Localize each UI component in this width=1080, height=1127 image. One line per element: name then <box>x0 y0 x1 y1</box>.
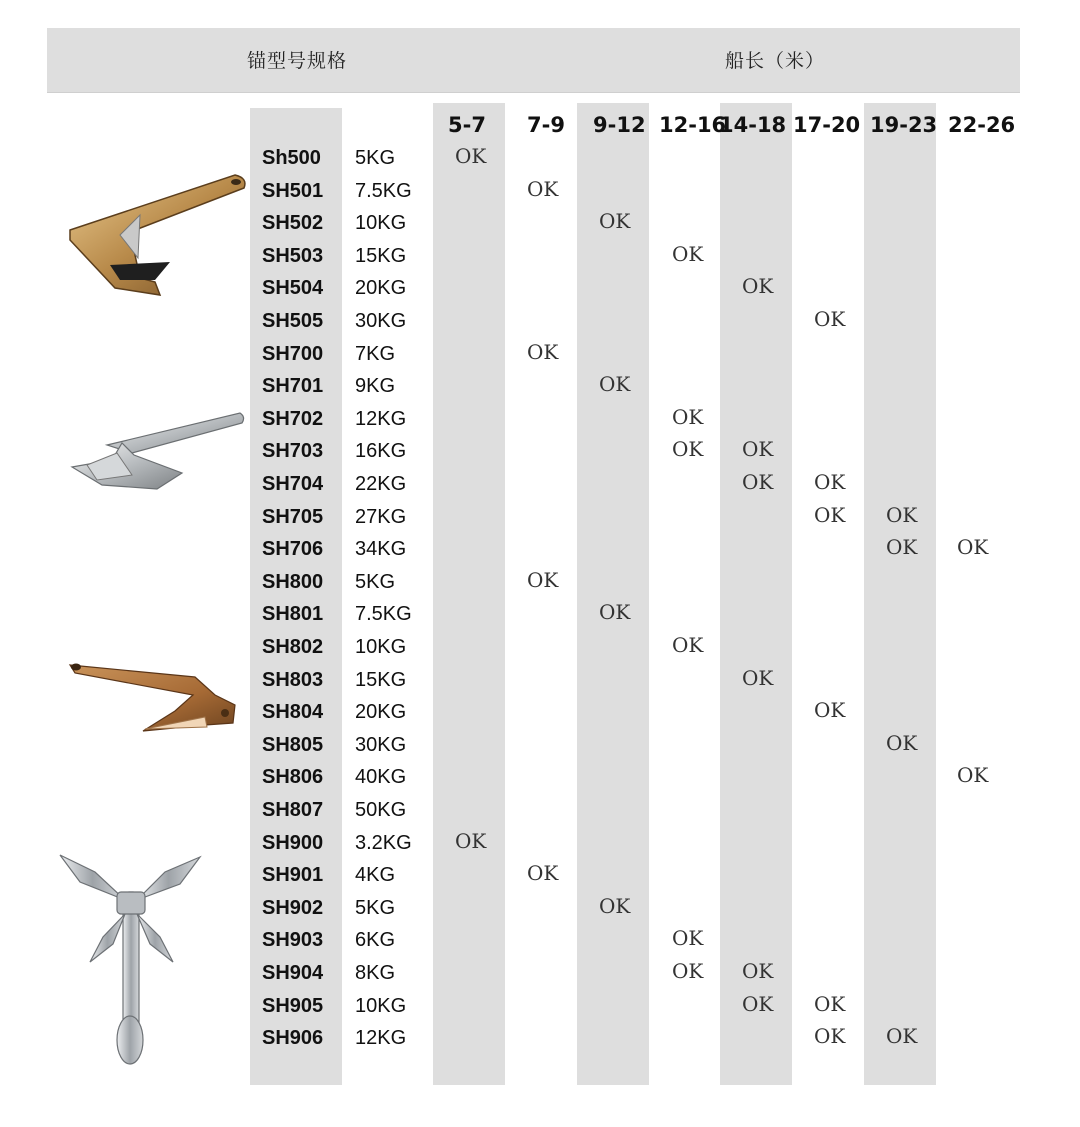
ok-mark: OK <box>886 1024 918 1048</box>
anchor-model: SH703 <box>262 440 324 462</box>
anchor-model: SH504 <box>262 277 324 299</box>
ok-mark: OK <box>814 1024 846 1048</box>
anchor-model: SH705 <box>262 506 324 528</box>
anchor-model: SH502 <box>262 212 324 234</box>
anchor-weight: 30KG <box>355 734 407 756</box>
anchor-weight: 20KG <box>355 277 407 299</box>
ok-mark: OK <box>599 894 631 918</box>
ok-mark: OK <box>742 437 774 461</box>
ok-mark: OK <box>814 992 846 1016</box>
ok-mark: OK <box>814 470 846 494</box>
ok-mark: OK <box>672 959 704 983</box>
anchor-model: SH804 <box>262 701 324 723</box>
length-column-stripe-7 <box>864 103 936 1085</box>
length-column-header: 17-20 <box>793 113 861 137</box>
length-column-stripe-3 <box>577 103 649 1085</box>
anchor-weight: 50KG <box>355 799 407 821</box>
ok-mark: OK <box>455 144 487 168</box>
ok-mark: OK <box>886 731 918 755</box>
length-column-header: 9-12 <box>593 113 646 137</box>
anchor-weight: 20KG <box>355 701 407 723</box>
anchor-weight: 15KG <box>355 669 407 691</box>
table-header-bar <box>47 28 1020 93</box>
ok-mark: OK <box>599 209 631 233</box>
anchor-weight: 40KG <box>355 766 407 788</box>
anchor-model: SH903 <box>262 929 324 951</box>
boat-length-heading: 船长（米） <box>725 50 826 72</box>
anchor-model: SH807 <box>262 799 324 821</box>
anchor-model: SH503 <box>262 245 324 267</box>
anchor-model: SH802 <box>262 636 324 658</box>
anchor-model: SH906 <box>262 1027 324 1049</box>
anchor-model: Sh500 <box>262 147 321 169</box>
ok-mark: OK <box>886 503 918 527</box>
ok-mark: OK <box>886 535 918 559</box>
length-column-stripe-1 <box>433 103 505 1085</box>
anchor-model: SH901 <box>262 864 324 886</box>
length-column-header: 19-23 <box>870 113 938 137</box>
ok-mark: OK <box>527 177 559 201</box>
anchor-model: SH803 <box>262 669 324 691</box>
anchor-weight: 34KG <box>355 538 407 560</box>
anchor-weight: 3.2KG <box>355 832 412 854</box>
anchor-model: SH900 <box>262 832 324 854</box>
anchor-weight: 10KG <box>355 995 407 1017</box>
length-column-header: 7-9 <box>527 113 565 137</box>
plough-anchor-galvanized-icon <box>62 405 247 510</box>
anchor-model: SH805 <box>262 734 324 756</box>
delta-anchor-bronze-icon <box>65 655 243 735</box>
length-column-header: 22-26 <box>948 113 1016 137</box>
anchor-weight: 7.5KG <box>355 180 412 202</box>
ok-mark: OK <box>672 405 704 429</box>
ok-mark: OK <box>814 307 846 331</box>
anchor-weight: 7.5KG <box>355 603 412 625</box>
anchor-model: SH905 <box>262 995 324 1017</box>
anchor-weight: 5KG <box>355 571 396 593</box>
anchor-weight: 9KG <box>355 375 396 397</box>
ok-mark: OK <box>742 470 774 494</box>
folding-grapnel-anchor-icon <box>55 852 205 1067</box>
ok-mark: OK <box>814 698 846 722</box>
anchor-weight: 10KG <box>355 636 407 658</box>
ok-mark: OK <box>672 437 704 461</box>
ok-mark: OK <box>742 959 774 983</box>
anchor-model: SH706 <box>262 538 324 560</box>
anchor-weight: 16KG <box>355 440 407 462</box>
length-column-header: 14-18 <box>719 113 787 137</box>
ok-mark: OK <box>672 633 704 657</box>
anchor-model: SH501 <box>262 180 324 202</box>
length-column-header: 5-7 <box>448 113 486 137</box>
anchor-model: SH806 <box>262 766 324 788</box>
plough-anchor-gold-icon <box>60 170 250 305</box>
anchor-weight: 12KG <box>355 408 407 430</box>
anchor-model: SH902 <box>262 897 324 919</box>
ok-mark: OK <box>672 242 704 266</box>
ok-mark: OK <box>742 274 774 298</box>
ok-mark: OK <box>814 503 846 527</box>
anchor-weight: 27KG <box>355 506 407 528</box>
anchor-weight: 10KG <box>355 212 407 234</box>
anchor-spec-heading: 锚型号规格 <box>247 50 348 72</box>
anchor-weight: 5KG <box>355 147 396 169</box>
ok-mark: OK <box>455 829 487 853</box>
ok-mark: OK <box>527 568 559 592</box>
ok-mark: OK <box>742 992 774 1016</box>
anchor-model: SH800 <box>262 571 324 593</box>
anchor-weight: 7KG <box>355 343 396 365</box>
ok-mark: OK <box>957 763 989 787</box>
anchor-weight: 6KG <box>355 929 396 951</box>
anchor-weight: 30KG <box>355 310 407 332</box>
anchor-weight: 5KG <box>355 897 396 919</box>
anchor-model: SH904 <box>262 962 324 984</box>
anchor-model: SH505 <box>262 310 324 332</box>
ok-mark: OK <box>599 600 631 624</box>
anchor-weight: 15KG <box>355 245 407 267</box>
ok-mark: OK <box>957 535 989 559</box>
ok-mark: OK <box>599 372 631 396</box>
anchor-model: SH702 <box>262 408 324 430</box>
anchor-weight: 4KG <box>355 864 396 886</box>
anchor-model: SH701 <box>262 375 324 397</box>
length-column-header: 12-16 <box>659 113 727 137</box>
ok-mark: OK <box>672 926 704 950</box>
anchor-weight: 22KG <box>355 473 407 495</box>
ok-mark: OK <box>527 340 559 364</box>
ok-mark: OK <box>527 861 559 885</box>
anchor-weight: 8KG <box>355 962 396 984</box>
anchor-model: SH700 <box>262 343 324 365</box>
anchor-model: SH704 <box>262 473 324 495</box>
ok-mark: OK <box>742 666 774 690</box>
anchor-model: SH801 <box>262 603 324 625</box>
anchor-weight: 12KG <box>355 1027 407 1049</box>
length-column-stripe-5 <box>720 103 792 1085</box>
